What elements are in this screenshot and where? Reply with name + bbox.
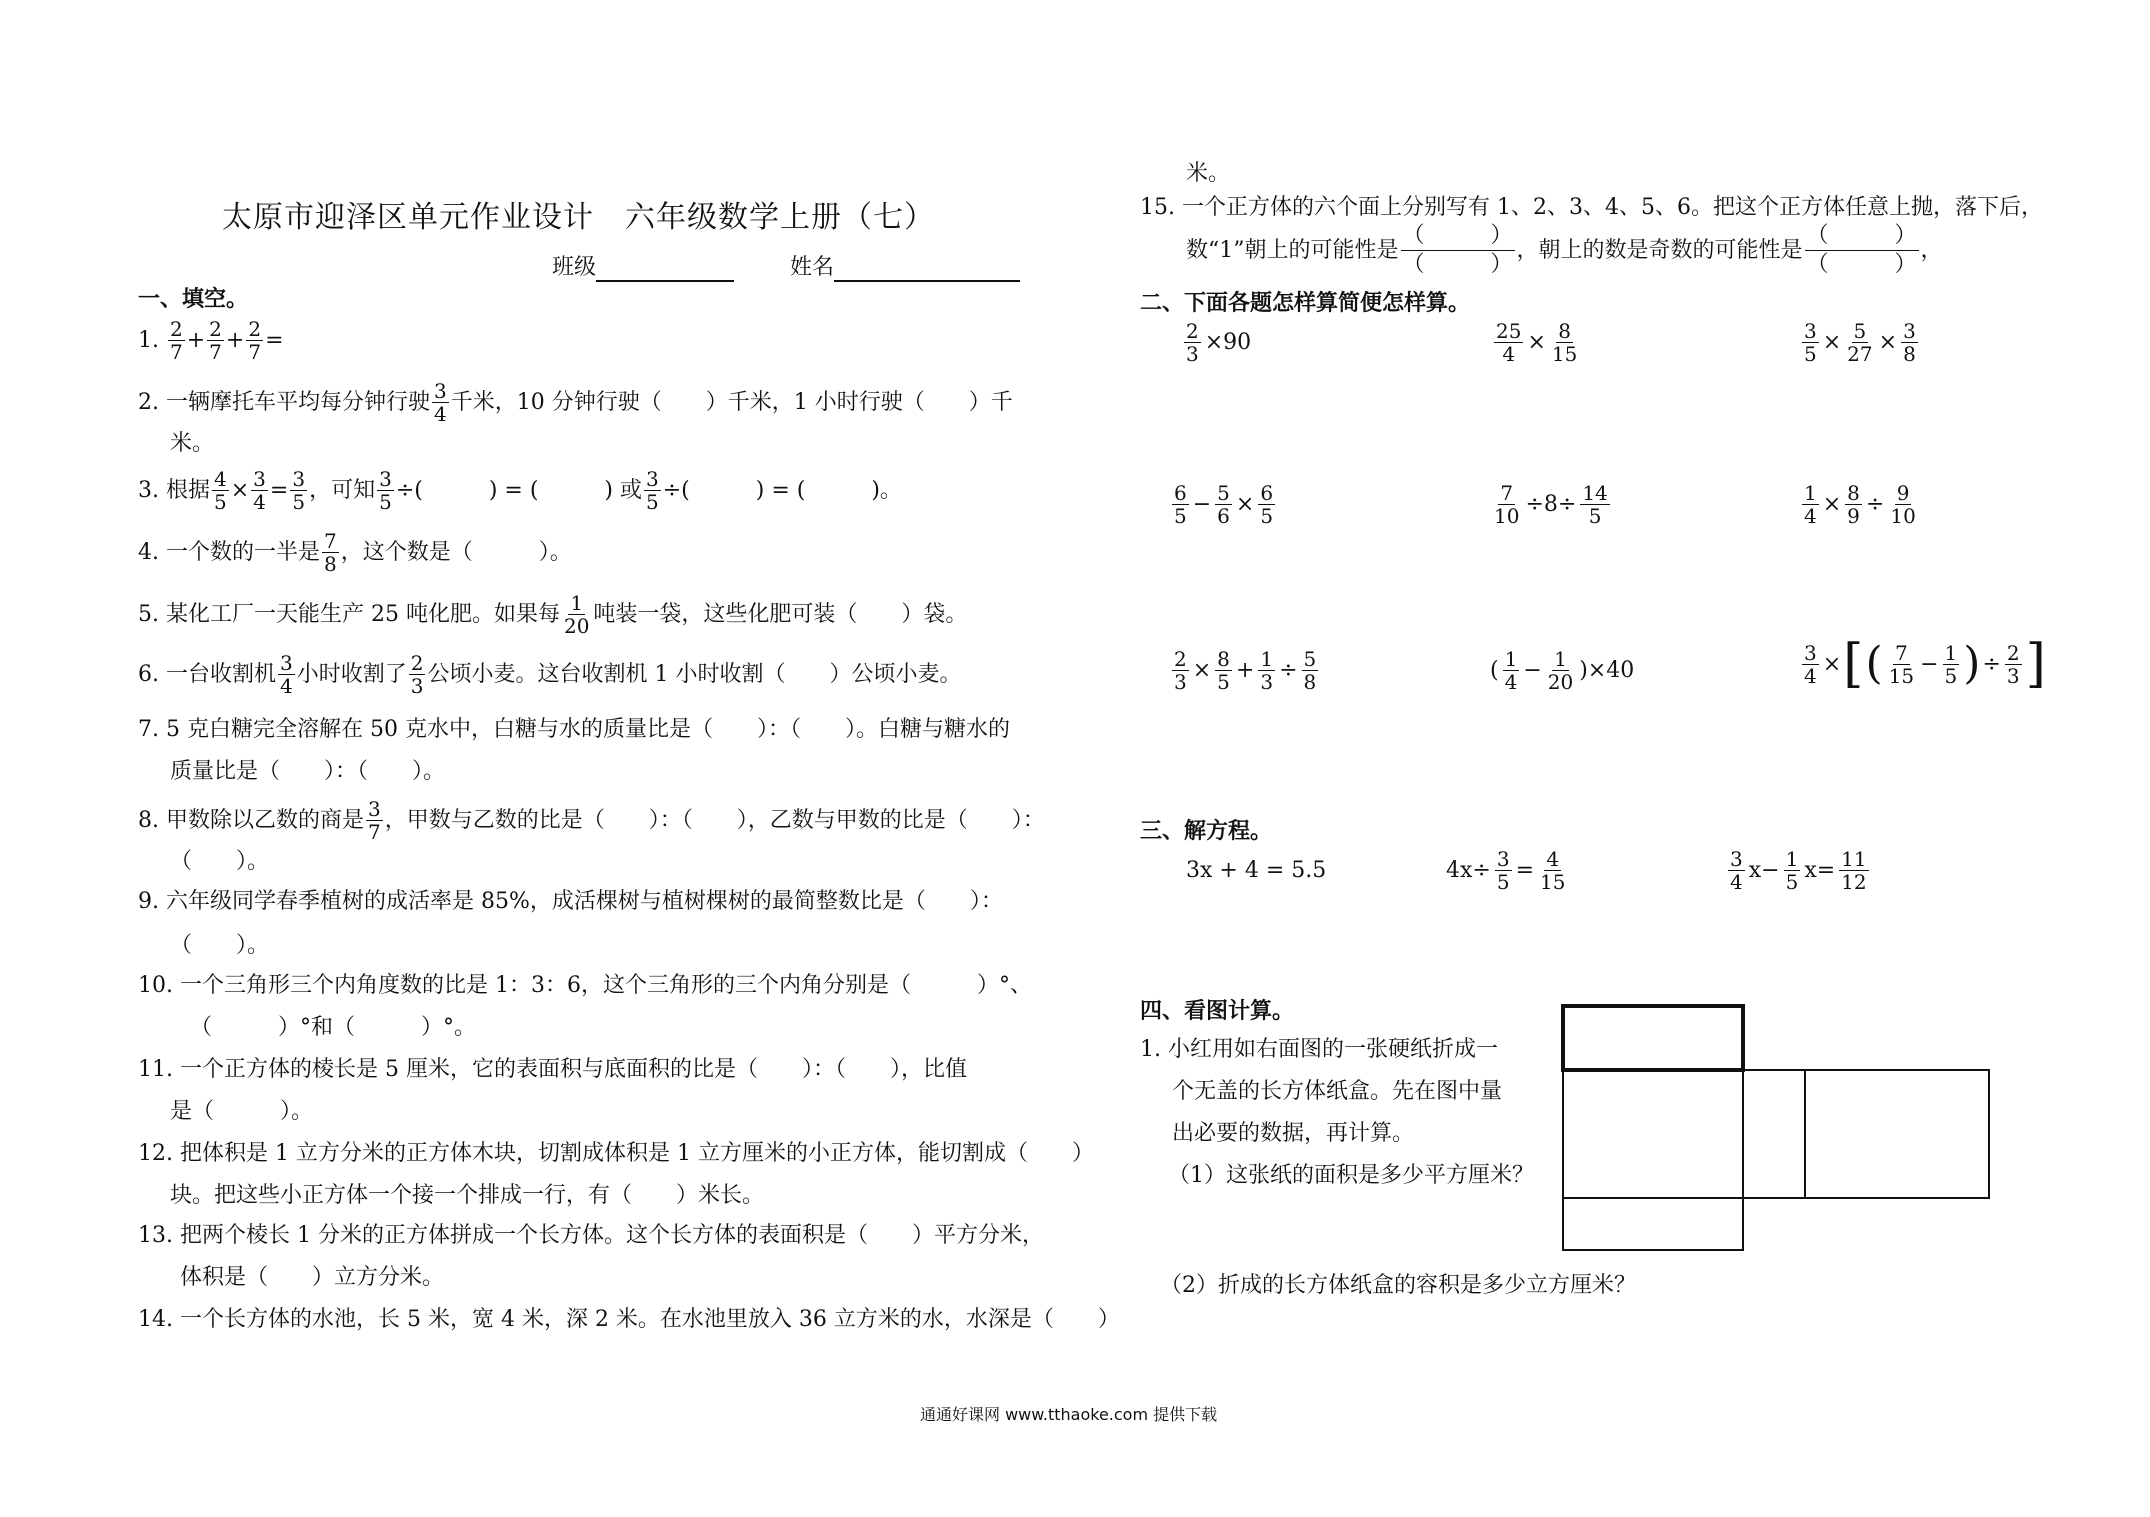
question-10: 10. 一个三角形三个内角度数的比是 1：3：6，这个三角形的三个内角分别是（ ）°、 [138, 973, 1032, 998]
section-fill-blank: 一、填空。 [138, 287, 249, 312]
calc-4: $\frac{6}{5}$ − $\frac{5}{6}$ × $\frac{6}{5}$ [1174, 481, 1274, 528]
question-2: 2. 一辆摩托车平均每分钟行驶 $\frac{3}{4}$ 千米，10 分钟行驶（ ）千米，1 小时行驶（ ）千 [138, 379, 1013, 426]
section-simplify: 二、下面各题怎样算简便怎样算。 [1140, 291, 1471, 316]
calc-3: $\frac{3}{5}$ × $\frac{5}{27}$ × $\frac{3}{8}$ [1804, 319, 1916, 366]
question-12: 12. 把体积是 1 立方分米的正方体木块，切割成体积是 1 立方厘米的小正方体，能切割成（ ） [138, 1141, 1094, 1166]
calc-2: $\frac{25}{4}$ × $\frac{8}{15}$ [1496, 319, 1578, 366]
question-6: 6. 一台收割机 $\frac{3}{4}$ 小时收割了 $\frac{2}{3}$ 公顷小麦。这台收割机 1 小时收割（ ）公顷小麦。 [138, 651, 962, 698]
question-13: 13. 把两个棱长 1 分米的正方体拼成一个长方体。这个长方体的表面积是（ ）平方分米， [138, 1223, 1044, 1248]
figure-question-line-1: 1. 小红用如右面图的一张硬纸折成一 [1140, 1037, 1498, 1062]
question-13-cont: 体积是（ ）立方分米。 [180, 1265, 445, 1290]
question-5: 5. 某化工厂一天能生产 25 吨化肥。如果每 $\frac{1}{20}$ 吨装一袋，这些化肥可装（ ）袋。 [138, 591, 968, 638]
question-14: 14. 一个长方体的水池，长 5 米，宽 4 米，深 2 米。在水池里放入 36 立方米的水，水深是（ ） [138, 1307, 1120, 1332]
question-7-cont: 质量比是（ ）：（ ）。 [170, 759, 446, 784]
question-11-cont: 是（ ）。 [170, 1099, 314, 1124]
footer-source: 通通好课网 www.tthaoke.com 提供下载 [920, 1405, 1218, 1424]
figure-question-line-3: 出必要的数据，再计算。 [1172, 1121, 1415, 1146]
calc-5: $\frac{7}{10}$ ÷8÷ $\frac{14}{5}$ [1494, 481, 1608, 528]
calc-7: $\frac{2}{3}$ × $\frac{8}{5}$ + $\frac{1}{3}$ ÷ $\frac{5}{8}$ [1174, 647, 1317, 694]
question-8-cont: （ ）。 [170, 849, 270, 874]
question-3: 3. 根据 $\frac{4}{5}$ × $\frac{3}{4}$ = $\frac{3}{5}$ ，可知 $\frac{3}{5}$ ÷( ) = ( ) 或 $\frac{3}{5}$ ÷( ) = ( )。 [138, 467, 902, 514]
question-7: 7. 5 克白糖完全溶解在 50 克水中，白糖与水的质量比是（ ）：（ ）。白糖与糖水的 [138, 717, 1010, 742]
question-9: 9. 六年级同学春季植树的成活率是 85%，成活棵树与植树棵树的最简整数比是（ ）： [138, 889, 1003, 914]
question-11: 11. 一个正方体的棱长是 5 厘米，它的表面积与底面积的比是（ ）：（ ），比值 [138, 1057, 967, 1082]
class-field[interactable] [552, 254, 734, 282]
question-2-cont: 米。 [170, 431, 215, 456]
calc-1: $\frac{2}{3}$ ×90 [1186, 319, 1252, 366]
calc-8: ( $\frac{1}{4}$ − $\frac{1}{20}$ )×40 [1490, 647, 1635, 694]
calc-6: $\frac{1}{4}$ × $\frac{8}{9}$ ÷ $\frac{9}{10}$ [1804, 481, 1916, 528]
box-net-diagram [1560, 1004, 2000, 1254]
page-title: 太原市迎泽区单元作业设计 六年级数学上册（七） [222, 200, 935, 235]
figure-question-line-2: 个无盖的长方体纸盒。先在图中量 [1172, 1079, 1503, 1104]
question-9-cont: （ ）。 [170, 933, 270, 958]
section-figure-calc: 四、看图计算。 [1140, 999, 1295, 1024]
figure-subquestion-1: （1）这张纸的面积是多少平方厘米？ [1168, 1163, 1534, 1188]
name-label: 姓名 [790, 255, 835, 280]
question-4: 4. 一个数的一半是 $\frac{7}{8}$ ，这个数是（ ）。 [138, 529, 572, 576]
name-field[interactable] [790, 254, 1020, 282]
calc-9: $\frac{3}{4}$ × [ ( $\frac{7}{15}$ − $\frac{1}{5}$ ) ÷ $\frac{2}{3}$ ] [1804, 634, 2046, 694]
question-1: 1. $\frac{2}{7}$ + $\frac{2}{7}$ + $\frac{2}{7}$ = [138, 317, 284, 364]
equation-1: 3x + 4 = 5.5 [1186, 858, 1327, 883]
question-12-cont: 块。把这些小正方体一个接一个排成一行，有（ ）米长。 [170, 1183, 765, 1208]
section-equations: 三、解方程。 [1140, 819, 1273, 844]
question-15-cont: 数“1”朝上的可能性是 $\frac{( )}{( )}$ ，朝上的数是奇数的可能性是 $\frac{( )}{( )}$ ， [1186, 223, 1943, 277]
question-14-cont: 米。 [1186, 161, 1231, 186]
question-15: 15. 一个正方体的六个面上分别写有 1、2、3、4、5、6。把这个正方体任意上抛，落下后， [1140, 195, 2043, 220]
class-label: 班级 [552, 255, 597, 280]
question-10-cont: （ ）°和（ ）°。 [190, 1015, 477, 1040]
question-8: 8. 甲数除以乙数的商是 $\frac{3}{7}$ ，甲数与乙数的比是（ ）：（ ），乙数与甲数的比是（ ）： [138, 797, 1045, 844]
equation-2: 4x÷ $\frac{3}{5}$ = $\frac{4}{15}$ [1446, 847, 1566, 894]
equation-3: $\frac{3}{4}$ x− $\frac{1}{5}$ x= $\frac{11}{12}$ [1730, 847, 1867, 894]
figure-subquestion-2: （2）折成的长方体纸盒的容积是多少立方厘米？ [1160, 1273, 1636, 1298]
